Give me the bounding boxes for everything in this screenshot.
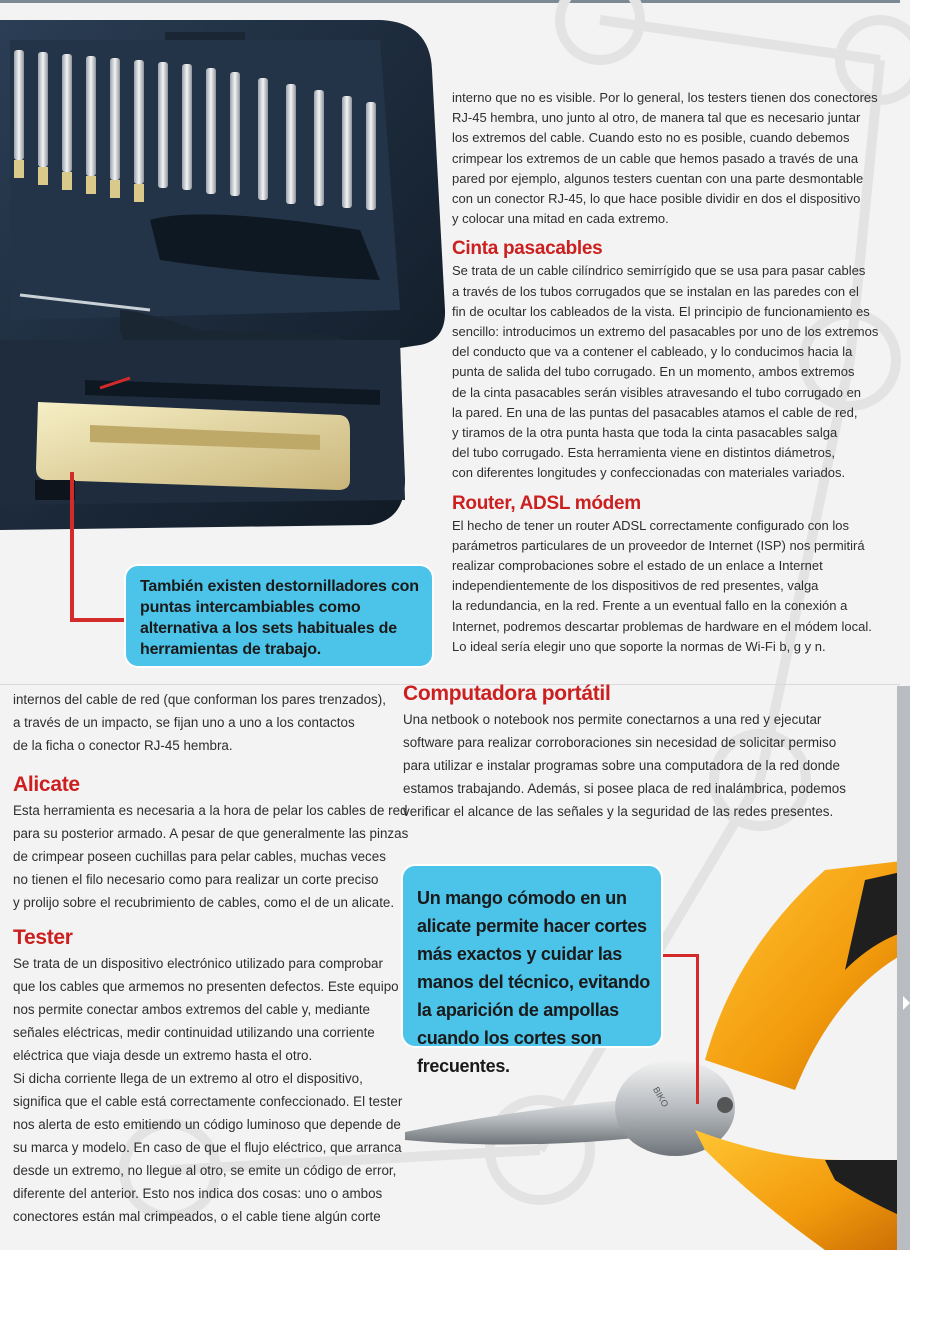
text-line: la redundancia, en la red. Frente a un eventual fallo en la conexión a — [452, 598, 848, 614]
paragraph — [13, 952, 403, 1228]
callout-line: permite hacer cortes más exactos — [417, 916, 647, 964]
paragraph — [452, 88, 892, 229]
text-line: RJ-45 hembra, uno junto al otro, de manera tal que es necesario juntar — [452, 110, 861, 126]
text-line: internos del cable de red (que conforman los pares trenzados), — [13, 692, 386, 707]
section-heading: Alicate — [13, 773, 80, 796]
text-line: Esta herramienta es necesaria a la hora de pelar los cables de red — [13, 803, 408, 818]
text-line: pared por ejemplo, algunos testers cuentan con una parte desmontable — [452, 170, 864, 186]
paragraph — [13, 688, 398, 757]
callout-pointer-line — [70, 472, 74, 622]
article-column-bottom-left — [13, 688, 409, 1228]
tool-case-image — [0, 10, 450, 540]
callout-line: Un mango cómodo en un alicate — [417, 888, 627, 936]
text-line: del conducto que va a contener el cableado, y lo conducimos hacia la — [452, 344, 853, 360]
text-line: estamos trabajando. Además, si posee placa de red inalámbrica, podemos — [403, 781, 846, 796]
info-callout — [403, 866, 661, 1076]
section-heading: Computadora portátil — [403, 682, 611, 705]
text-line: Se trata de un cable cilíndrico semirrígido que se usa para pasar cables — [452, 263, 866, 279]
text-line: la pared. En una de las puntas del pasacables atamos el cable de red, — [452, 404, 858, 420]
text-line: eléctrica que viaja desde un extremo hasta el otro. — [13, 1048, 313, 1063]
text-line: a través de un impacto, se fijan uno a uno a los contactos — [13, 715, 355, 730]
text-line: Lo ideal sería elegir uno que soporte la normas de Wi-Fi b, g y n. — [452, 638, 826, 654]
text-line: El hecho de tener un router ADSL correctamente configurado con los — [452, 517, 849, 533]
text-line: con diferentes longitudes y confeccionadas con materiales variados. — [452, 465, 846, 481]
pliers-brand-text: BIKO — [651, 1085, 671, 1109]
section-heading: Cinta pasacables — [452, 238, 603, 260]
text-line: conectores están mal crimpeados, o el cable tiene algún corte — [13, 1209, 381, 1224]
text-line: nos permite conectar ambos extremos del cable y, mediante — [13, 1002, 371, 1017]
callout-line: intercambiables como alternativa a los sets — [140, 599, 361, 637]
paragraph — [13, 799, 409, 914]
text-line: de la ficha o conector RJ-45 hembra. — [13, 738, 233, 753]
text-line: desde un extremo, no llegue al otro, se emite un código de error, — [13, 1163, 397, 1178]
text-line: fin de ocultar los cableados de la vista. El principio de funcionamiento es — [452, 303, 870, 319]
next-page-arrow-icon — [903, 996, 910, 1010]
text-line: a través de los tubos corrugados que se instalan en las paredes con el — [452, 283, 859, 299]
callout-line: cuando los cortes son frecuentes. — [417, 1028, 602, 1076]
text-line: nos alerta de esto emitiendo un código luminoso que depende de — [13, 1117, 401, 1132]
text-line: y tiramos de la otra punta hasta que toda la cinta pasacables salga — [452, 425, 838, 441]
text-line: Una netbook o notebook nos permite conectarnos a una red y ejecutar — [403, 712, 822, 727]
text-line: Se trata de un dispositivo electrónico utilizado para comprobar — [13, 956, 383, 971]
text-line: y colocar una mitad en cada extremo. — [452, 211, 669, 227]
callout-line: y cuidar las manos del técnico, — [417, 944, 622, 992]
callout-line: habituales de herramientas de trabajo. — [140, 620, 397, 658]
article-column-top-right — [452, 88, 892, 657]
callout-line: También existen destornilladores con puntas — [140, 578, 419, 616]
callout-pointer-line — [70, 618, 130, 622]
text-line: realizar comprobaciones sobre el estado de un enlace a Internet — [452, 558, 823, 574]
callout-pointer-line — [696, 954, 699, 1104]
text-line: los extremos del cable. Cuando esto no es posible, cuando debemos — [452, 130, 850, 146]
text-line: su marca y modelo. En caso de que el flujo eléctrico, que arranca — [13, 1140, 402, 1155]
text-line: de crimpear poseen cuchillas para pelar cables, muchas veces — [13, 849, 386, 864]
info-callout — [126, 566, 432, 666]
text-line: software para realizar corroboraciones sin necesidad de solicitar permiso — [403, 735, 837, 750]
paragraph — [452, 516, 892, 657]
text-line: significa que el cable está correctamente confeccionado. El tester — [13, 1094, 403, 1109]
callout-text — [140, 576, 430, 660]
text-line: punta de salida del tubo corrugado. En un momento, ambos extremos — [452, 364, 855, 380]
text-line: Internet, podremos descartar problemas de hardware en el módem local. — [452, 618, 872, 634]
text-line: para utilizar e instalar programas sobre una computadora de la red donde — [403, 758, 840, 773]
text-line: del tubo corrugado. Esta herramienta viene en distintos diámetros, — [452, 445, 835, 461]
text-line: crimpear los extremos de un cable que hemos pasado a través de una — [452, 150, 859, 166]
callout-text — [417, 884, 657, 1080]
section-heading: Tester — [13, 926, 73, 949]
text-line: y prolijo sobre el recubrimiento de cables, como el de un alicate. — [13, 895, 395, 910]
paragraph — [403, 708, 883, 823]
text-line: no tienen el filo necesario como para realizar un corte preciso — [13, 872, 379, 887]
article-column-bottom-right — [403, 680, 883, 823]
callout-pointer-line — [660, 954, 698, 957]
text-line: parámetros particulares de un proveedor de Internet (ISP) nos permitirá — [452, 537, 865, 553]
text-line: independientemente de los dispositivos de red presentes, valga — [452, 578, 819, 594]
text-line: para su posterior armado. A pesar de que generalmente las pinzas — [13, 826, 409, 841]
text-line: Si dicha corriente llega de un extremo al otro el dispositivo, — [13, 1071, 363, 1086]
text-line: diferente del anterior. Esto nos indica dos cosas: uno o ambos — [13, 1186, 383, 1201]
text-line: que los cables que armemos no presenten defectos. Este equipo — [13, 979, 399, 994]
text-line: sencillo: introducimos un extremo del pasacables por uno de los extremos — [452, 324, 879, 340]
text-line: de la cinta pasacables serán visibles atravesando el tubo corrugado en — [452, 384, 862, 400]
text-line: interno que no es visible. Por lo general, los testers tienen dos conectores — [452, 90, 878, 105]
text-line: con un conector RJ-45, lo que hace posible dividir en dos el dispositivo — [452, 191, 861, 207]
page-edge-strip — [897, 686, 910, 1250]
paragraph — [452, 261, 892, 483]
section-heading: Router, ADSL módem — [452, 492, 641, 514]
text-line: señales eléctricas, medir continuidad utilizando una corriente — [13, 1025, 375, 1040]
callout-line: evitando la aparición de ampollas — [417, 972, 650, 1020]
text-line: verificar el alcance de las señales y la seguridad de las redes presentes. — [403, 804, 834, 819]
